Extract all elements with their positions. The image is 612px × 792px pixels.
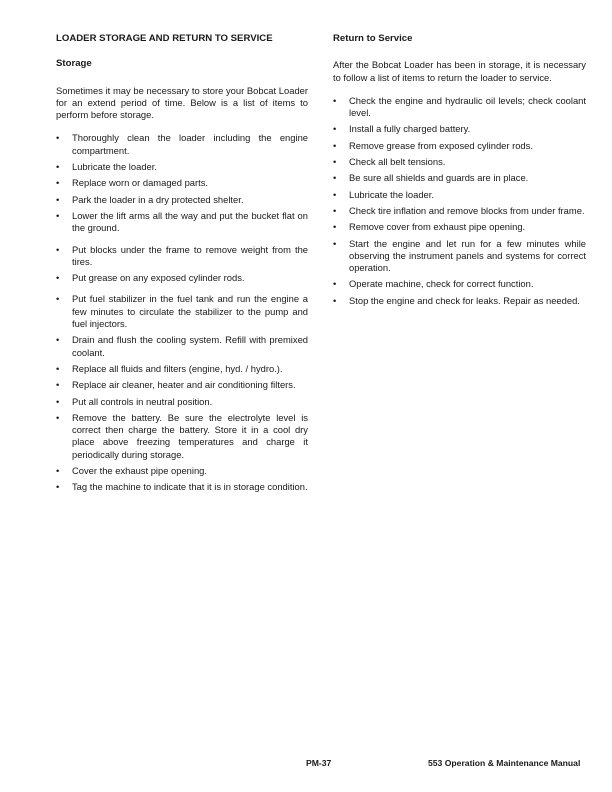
list-item: • Lubricate the loader. [333,188,434,200]
bullet-icon: • [56,293,60,305]
bullet-icon: • [333,278,337,290]
bullet-icon: • [333,94,337,106]
bullet-icon: • [56,209,60,221]
storage-title: Storage [56,58,92,70]
return-intro: After the Bobcat Loader has been in storage, it is necessary to follow a list of items to return the loader to service. [333,59,586,83]
bullet-icon: • [56,395,60,407]
bullet-icon: • [56,243,60,255]
list-item: • Drain and flush the cooling system. Refill with premixed coolant. [56,334,308,358]
bullet-icon: • [56,481,60,493]
page-number: PM-37 [306,758,332,768]
list-item: • Thoroughly clean the loader including the engine compartment. [56,132,308,156]
return-title: Return to Service [333,33,413,44]
list-item: • Start the engine and let run for a few minutes while observing the instrument panels and systems for correct operation. [333,237,586,274]
list-item: • Put grease on any exposed cylinder rods. [56,272,245,284]
list-item: • Replace all fluids and filters (engine, hyd. / hydro.). [56,362,283,374]
bullet-icon: • [333,204,337,216]
right-column [333,33,586,311]
bullet-icon: • [56,411,60,423]
list-item: • Replace air cleaner, heater and air conditioning filters. [56,379,296,391]
list-item: • Check tire inflation and remove blocks from under frame. [333,204,585,216]
return-list [333,95,586,307]
bullet-icon: • [56,272,60,284]
bullet-icon: • [56,379,60,391]
list-item: • Remove the battery. Be sure the electrolyte level is correct then charge the battery. Store it in a cool dry place above freezing temperatures and charge it periodically during storage. [56,411,308,460]
list-item: • Cover the exhaust pipe opening. [56,465,207,477]
bullet-icon: • [56,465,60,477]
list-item: • Tag the machine to indicate that it is in storage condition. [56,481,308,493]
bullet-icon: • [56,362,60,374]
section-heading: LOADER STORAGE AND RETURN TO SERVICE [56,33,273,44]
bullet-icon: • [333,156,337,168]
list-item: • Check all belt tensions. [333,156,446,168]
bullet-icon: • [333,172,337,184]
bullet-icon: • [333,139,337,151]
storage-intro: Sometimes it may be necessary to store your Bobcat Loader for an extend period of time. Below is a list of items to perform before storage. [56,84,308,121]
bullet-icon: • [56,132,60,144]
bullet-icon: • [333,294,337,306]
list-item: • Stop the engine and check for leaks. Repair as needed. [333,294,580,306]
list-item: • Operate machine, check for correct function. [333,278,534,290]
bullet-icon: • [333,123,337,135]
bullet-icon: • [56,161,60,173]
bullet-icon: • [333,188,337,200]
list-item: • Put all controls in neutral position. [56,395,213,407]
bullet-icon: • [56,177,60,189]
bullet-icon: • [56,334,60,346]
list-item: • Lubricate the loader. [56,161,157,173]
list-item: • Replace worn or damaged parts. [56,177,209,189]
manual-title: 553 Operation & Maintenance Manual [428,758,581,768]
list-item: • Put blocks under the frame to remove weight from the tires. [56,243,308,267]
bullet-icon: • [56,193,60,205]
bullet-icon: • [333,237,337,249]
list-item: • Remove cover from exhaust pipe opening. [333,221,526,233]
list-item: • Lower the lift arms all the way and put the bucket flat on the ground. [56,209,308,234]
bullet-icon: • [333,221,337,233]
list-item: • Put fuel stabilizer in the fuel tank and run the engine a few minutes to circulate the stabilizer to the pump and fuel injectors. [56,293,308,330]
list-item: • Check the engine and hydraulic oil levels; check coolant level. [333,94,586,119]
left-column [56,33,308,498]
list-item: • Be sure all shields and guards are in place. [333,172,529,184]
list-item: • Park the loader in a dry protected shelter. [56,193,244,205]
list-item: • Install a fully charged battery. [333,123,471,135]
list-item: • Remove grease from exposed cylinder rods. [333,139,533,151]
storage-list [56,132,308,493]
